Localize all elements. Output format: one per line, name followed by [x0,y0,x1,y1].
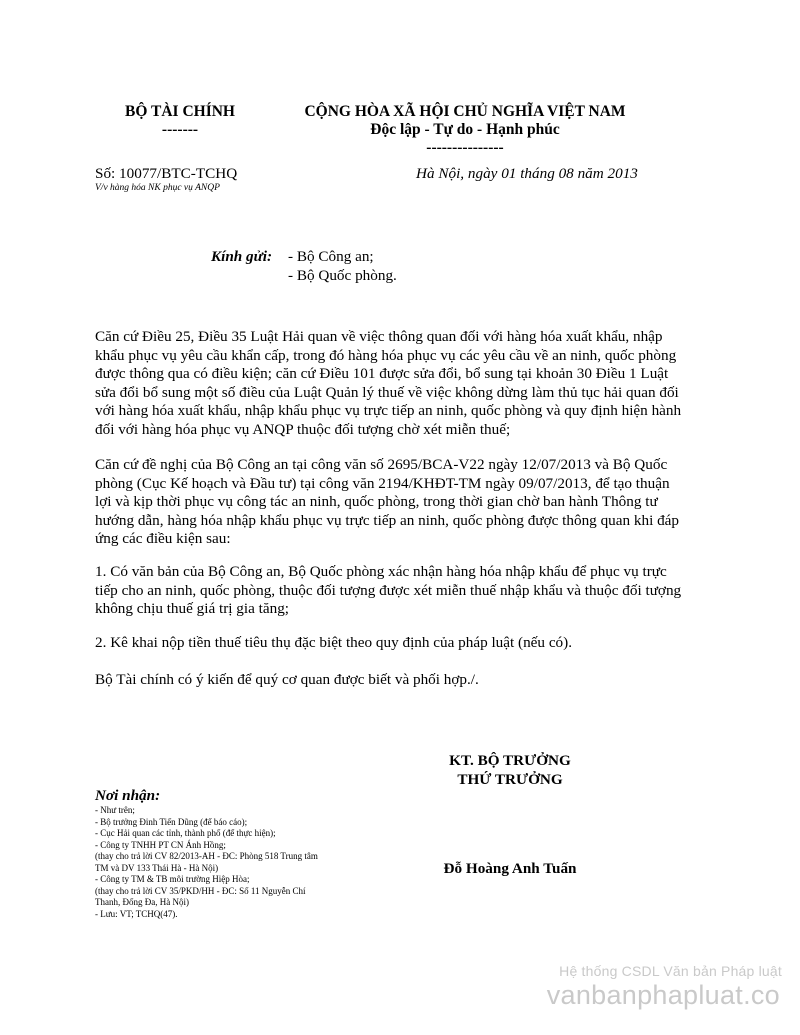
body-paragraph-5: Bộ Tài chính có ý kiến để quý cơ quan được biết và phối hợp./. [95,671,479,688]
body-line: ứng các điều kiện sau: [95,530,231,547]
doc-number: Số: 10077/BTC-TCHQ [95,165,238,182]
signature-title-1: KT. BỘ TRƯỞNG [449,752,571,769]
body-line: 1. Có văn bản của Bộ Công an, Bộ Quốc phòng xác nhận hàng hóa nhập khẩu để phục vụ trực [95,563,667,580]
recipient-item: - Bộ Quốc phòng. [288,266,397,284]
body-line: được thông qua có điều kiện; căn cứ Điều 101 được sửa đổi, bổ sung tại khoản 30 Điều 1 Luật [95,365,669,382]
watermark-line-1: Hệ thống CSDL Văn bản Pháp luật [559,963,782,979]
cc-label: Nơi nhận: [95,787,161,804]
motto-divider: --------------- [426,139,504,156]
national-header [285,103,645,157]
body-line: tiếp cho an ninh, quốc phòng, thuộc đối tượng được xét miễn thuế nhập khẩu và thuộc đối tượng [95,581,682,599]
cc-list [95,805,318,920]
body-line: phòng (Cục Kế hoạch và Đầu tư) tại công văn 2194/KHĐT-TM ngày 09/07/2013, để tạo thuận [95,474,670,492]
recipients-list [288,248,397,285]
signer-name: Đỗ Hoàng Anh Tuấn [443,860,577,877]
body-line: với hàng hóa xuất khẩu, nhập khẩu phục vụ trực tiếp an ninh, quốc phòng và quy định hiện hành [95,402,682,419]
body-line: hướng dẫn, hàng hóa nhập khẩu phục vụ trực tiếp an ninh, quốc phòng được thông quan khi đáp [95,511,680,529]
agency-divider: ------- [161,121,199,138]
cc-line: - Cục Hải quan các tỉnh, thành phố (để thực hiện); [95,828,276,838]
cc-line: - Bộ trưởng Đinh Tiến Dũng (để báo cáo); [95,816,248,827]
signature-block [410,751,610,789]
cc-line: Thanh, Đống Đa, Hà Nội) [95,897,189,907]
body-line: đối với hàng hóa phục vụ ANQP thuộc đối tượng chờ xét miễn thuế; [95,420,511,438]
body-line: lợi và kịp thời phục vụ công tác an ninh, quốc phòng, trong thời gian chờ ban hành Thông tư [95,493,658,510]
cc-line: - Như trên; [95,805,135,815]
cc-line: - Công ty TM & TB môi trường Hiệp Hòa; [95,874,250,884]
watermark-line-2: vanbanphapluat.co [546,980,780,1010]
cc-line: - Công ty TNHH PT CN Ánh Hồng; [95,839,226,850]
place-date: Hà Nội, ngày 01 tháng 08 năm 2013 [416,165,638,182]
cc-line: TM và DV 133 Thái Hà - Hà Nội) [95,862,219,873]
recipients-label: Kính gửi: [211,248,273,265]
body-paragraph-3 [95,563,681,619]
cc-line: - Lưu: VT; TCHQ(47). [95,908,178,919]
body-paragraph-2 [95,456,679,549]
cc-line: (thay cho trả lời CV 82/2013-AH - ĐC: Phòng 518 Trung tâm [95,851,318,861]
body-paragraph-4: 2. Kê khai nộp tiền thuế tiêu thụ đặc biệt theo quy định của pháp luật (nếu có). [95,634,573,651]
signature-title-2: THỨ TRƯỞNG [457,771,563,788]
cc-line: (thay cho trả lời CV 35/PKD/HH - ĐC: Số 11 Nguyễn Chí [95,885,306,896]
country-name: CỘNG HÒA XÃ HỘI CHỦ NGHĨA VIỆT NAM [304,103,626,120]
agency-name: BỘ TÀI CHÍNH [125,103,235,120]
body-line: Căn cứ đề nghị của Bộ Công an tại công văn số 2695/BCA-V22 ngày 12/07/2013 và Bộ Quốc [95,456,668,473]
agency-block [110,103,250,139]
body-line: sửa đổi bổ sung một số điều của Luật Quản lý thuế về việc không dừng làm thủ tục hải quan đối [95,383,679,401]
body-line: khẩu phục vụ yêu cầu khẩn cấp, trong đó hàng hóa phục vụ các yêu cầu về an ninh, quốc phòng [95,346,677,364]
body-paragraph-1 [95,328,681,439]
motto: Độc lập - Tự do - Hạnh phúc [370,121,560,138]
doc-subject: V/v hàng hóa NK phục vụ ANQP [95,183,220,193]
recipient-item: - Bộ Công an; [288,248,374,265]
body-line: Căn cứ Điều 25, Điều 35 Luật Hải quan về việc thông quan đối với hàng hóa xuất khẩu, nhập [95,328,663,345]
body-line: không chịu thuế giá trị gia tăng; [95,600,290,617]
